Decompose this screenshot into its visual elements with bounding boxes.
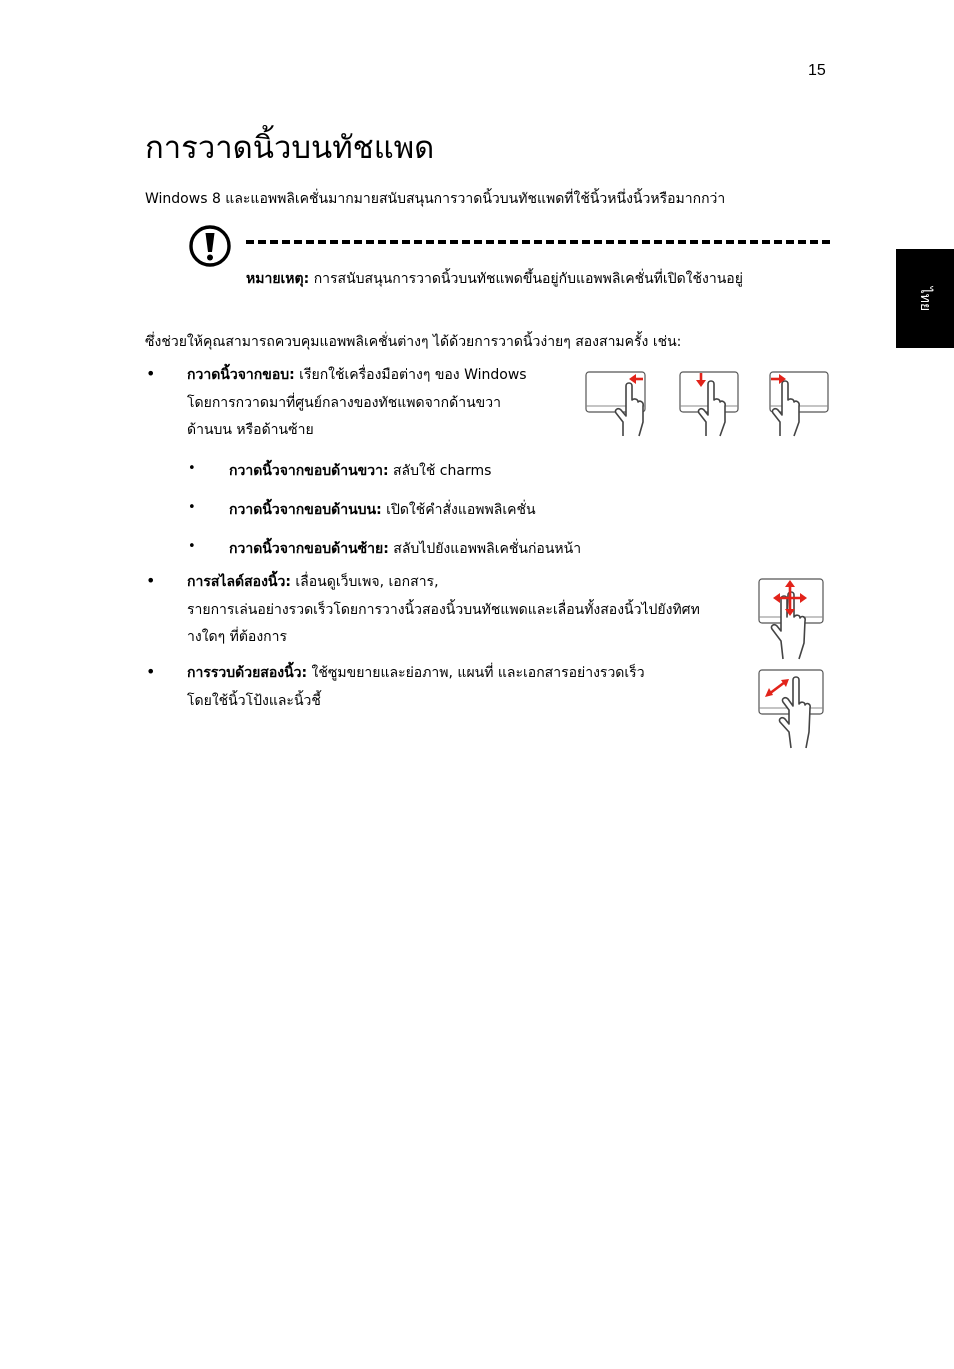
gesture-desc-line: โดยการกวาดมาที่ศูนย์กลางของทัชแพดจากด้านขวา bbox=[187, 394, 501, 411]
sub-gesture-label: กวาดนิ้วจากขอบด้านซ้าย: bbox=[229, 541, 389, 557]
gesture-desc-line: ใช้ซูมขยายและย่อภาพ, แผนที่ และเอกสารอย่างรวดเร็ว bbox=[307, 665, 645, 681]
note-divider bbox=[246, 240, 830, 244]
gesture-label: การสไลด์สองนิ้ว: bbox=[187, 574, 291, 590]
language-tab bbox=[896, 249, 954, 348]
page-title: การวาดนิ้วบนทัชแพด bbox=[145, 130, 435, 166]
gesture-desc-line: เรียกใช้เครื่องมือต่างๆ ของ Windows bbox=[294, 367, 527, 383]
sub-gesture-left-edge bbox=[229, 538, 581, 560]
gesture-pinch-text bbox=[187, 660, 747, 715]
gesture-desc-line: างใดๆ ที่ต้องการ bbox=[187, 629, 288, 645]
sub-gesture-desc: เปิดใช้คำสั่งแอพพลิเคชั่น bbox=[381, 502, 536, 518]
lead-paragraph: ซึ่งช่วยให้คุณสามารถควบคุมแอพพลิเคชั่นต่างๆ ได้ด้วยการวาดนิ้วง่ายๆ สองสามครั้ง เช่น: bbox=[145, 334, 682, 350]
sub-gesture-right-edge bbox=[229, 460, 491, 482]
bullet: • bbox=[146, 662, 156, 681]
sub-gesture-desc: สลับใช้ charms bbox=[388, 463, 492, 479]
gesture-desc-line: เลื่อนดูเว็บเพจ, เอกสาร, bbox=[290, 574, 439, 590]
sub-bullet: • bbox=[188, 461, 196, 476]
gesture-desc-line: รายการเล่นอย่างรวดเร็วโดยการวางนิ้วสองนิ้วบนทัชแพดและเลื่อนทั้งสองนิ้วไปยังทิศท bbox=[187, 601, 700, 618]
sub-gesture-desc: สลับไปยังแอพพลิเคชั่นก่อนหน้า bbox=[388, 541, 582, 557]
bullet: • bbox=[146, 364, 156, 383]
gesture-label: การรวบด้วยสองนิ้ว: bbox=[187, 665, 308, 681]
language-tab-label: ไทย bbox=[917, 286, 933, 311]
gesture-desc-line: โดยใช้นิ้วโป้งและนิ้วชี้ bbox=[187, 692, 321, 709]
gesture-desc-line: ด้านบน หรือด้านซ้าย bbox=[187, 422, 314, 438]
swipe-left-edge-icon bbox=[768, 370, 830, 440]
note-body: การสนับสนุนการวาดนิ้วบนทัชแพดขึ้นอยู่กับแอพพลิเคชั่นที่เปิดใช้งานอยู่ bbox=[309, 271, 743, 287]
sub-gesture-label: กวาดนิ้วจากขอบด้านขวา: bbox=[229, 463, 389, 479]
page-number: 15 bbox=[808, 62, 826, 79]
sub-gesture-top-edge bbox=[229, 499, 536, 521]
two-finger-slide-icon bbox=[757, 577, 825, 661]
intro-paragraph: Windows 8 และแอพพลิเคชั่นมากมายสนับสนุนการวาดนิ้วบนทัชแพดที่ใช้นิ้วหนึ่งนิ้วหรือมากกว่า bbox=[145, 191, 726, 207]
sub-gesture-label: กวาดนิ้วจากขอบด้านบน: bbox=[229, 502, 382, 518]
note-label: หมายเหตุ bbox=[246, 271, 304, 287]
sub-bullet: • bbox=[188, 539, 196, 554]
swipe-top-edge-icon bbox=[678, 370, 740, 440]
gesture-edge-swipe-text bbox=[187, 362, 567, 445]
note-text bbox=[246, 268, 743, 290]
gesture-label: กวาดนิ้วจากขอบ: bbox=[187, 367, 295, 383]
exclamation-circle-icon bbox=[188, 224, 232, 268]
swipe-right-edge-icon bbox=[585, 370, 647, 440]
sub-bullet: • bbox=[188, 500, 196, 515]
note-separator: : bbox=[303, 271, 310, 287]
gesture-two-finger-slide-text bbox=[187, 569, 747, 652]
bullet: • bbox=[146, 571, 156, 590]
two-finger-pinch-icon bbox=[757, 668, 825, 752]
